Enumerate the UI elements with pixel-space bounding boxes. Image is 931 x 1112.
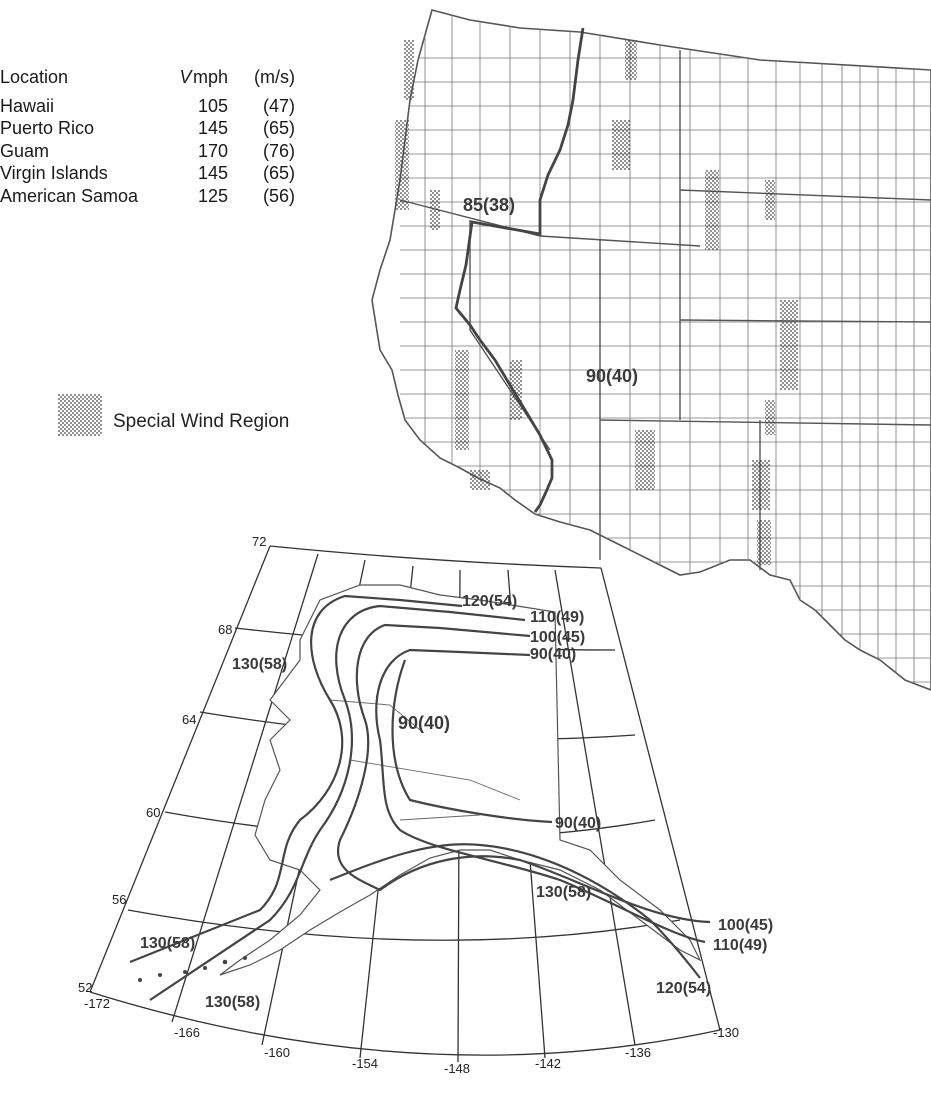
conus-label-90: 90(40) [586,366,639,386]
table-row [0,117,300,140]
lat-tick-68: 68 [218,622,233,637]
row-mph: 105 [197,95,228,116]
row-ms: (76) [262,140,295,161]
lat-tick-72: 72 [252,534,267,549]
row-mph: 145 [197,163,228,183]
header-ms: (m/s) [254,67,295,87]
table-row [0,162,300,185]
lon-tick-166: -166 [174,1025,201,1040]
legend-label: Special Wind Region [113,411,290,432]
ak-label-120-se: 120(54) [656,980,712,997]
row-location: Puerto Rico [0,118,95,138]
ak-label-120-top: 120(54) [462,593,518,610]
row-ms: (65) [262,163,295,183]
row-location: Hawaii [0,95,55,116]
alaska-landmass [220,585,700,975]
ak-label-100-top: 100(45) [530,629,586,646]
ak-label-90-south: 90(40) [555,815,602,832]
lat-tick-60: 60 [146,805,161,820]
row-location: Virgin Islands [0,163,108,183]
ak-label-100-se: 100(45) [718,917,774,934]
ak-label-90-top: 90(40) [530,646,577,663]
row-ms: (47) [262,95,295,116]
ak-label-130-nw: 130(58) [232,656,288,673]
row-location: Guam [0,140,50,161]
ak-label-110-se: 110(49) [713,937,768,954]
row-ms: (56) [262,185,295,206]
ak-label-90-center: 90(40) [398,713,451,733]
alaska-map [78,534,773,1076]
row-mph: 170 [197,140,228,161]
row-mph: 125 [197,185,228,206]
lon-tick-142: -142 [535,1056,562,1071]
header-v-mph [179,66,228,88]
lon-tick-154: -154 [352,1056,379,1071]
header-mph: mph [192,67,228,87]
row-mph: 145 [197,118,228,138]
lon-tick-160: -160 [264,1045,291,1060]
lat-tick-64: 64 [182,712,197,727]
table-row [0,140,300,163]
lat-tick-52: 52 [78,980,93,995]
header-v: V [179,67,192,87]
lon-tick-148: -148 [444,1061,471,1076]
ak-label-130-bottom: 130(58) [205,994,261,1011]
table-row [0,95,300,118]
conus-west-map [372,0,931,700]
ak-label-130-south: 130(58) [536,884,592,901]
conus-label-85: 85(38) [463,195,516,215]
table-header [0,66,300,89]
lon-tick-130: -130 [713,1025,740,1040]
stipple-swatch-icon [58,394,102,436]
lon-tick-172: -172 [84,996,111,1011]
ak-label-110-top: 110(49) [530,609,585,626]
row-ms: (65) [262,118,295,138]
table-row [0,185,300,208]
row-location: American Samoa [0,185,139,206]
lon-tick-136: -136 [625,1045,652,1060]
ak-label-130-sw: 130(58) [140,935,196,952]
lat-tick-56: 56 [112,892,127,907]
header-location: Location [0,67,69,87]
wind-speed-table [0,66,300,207]
